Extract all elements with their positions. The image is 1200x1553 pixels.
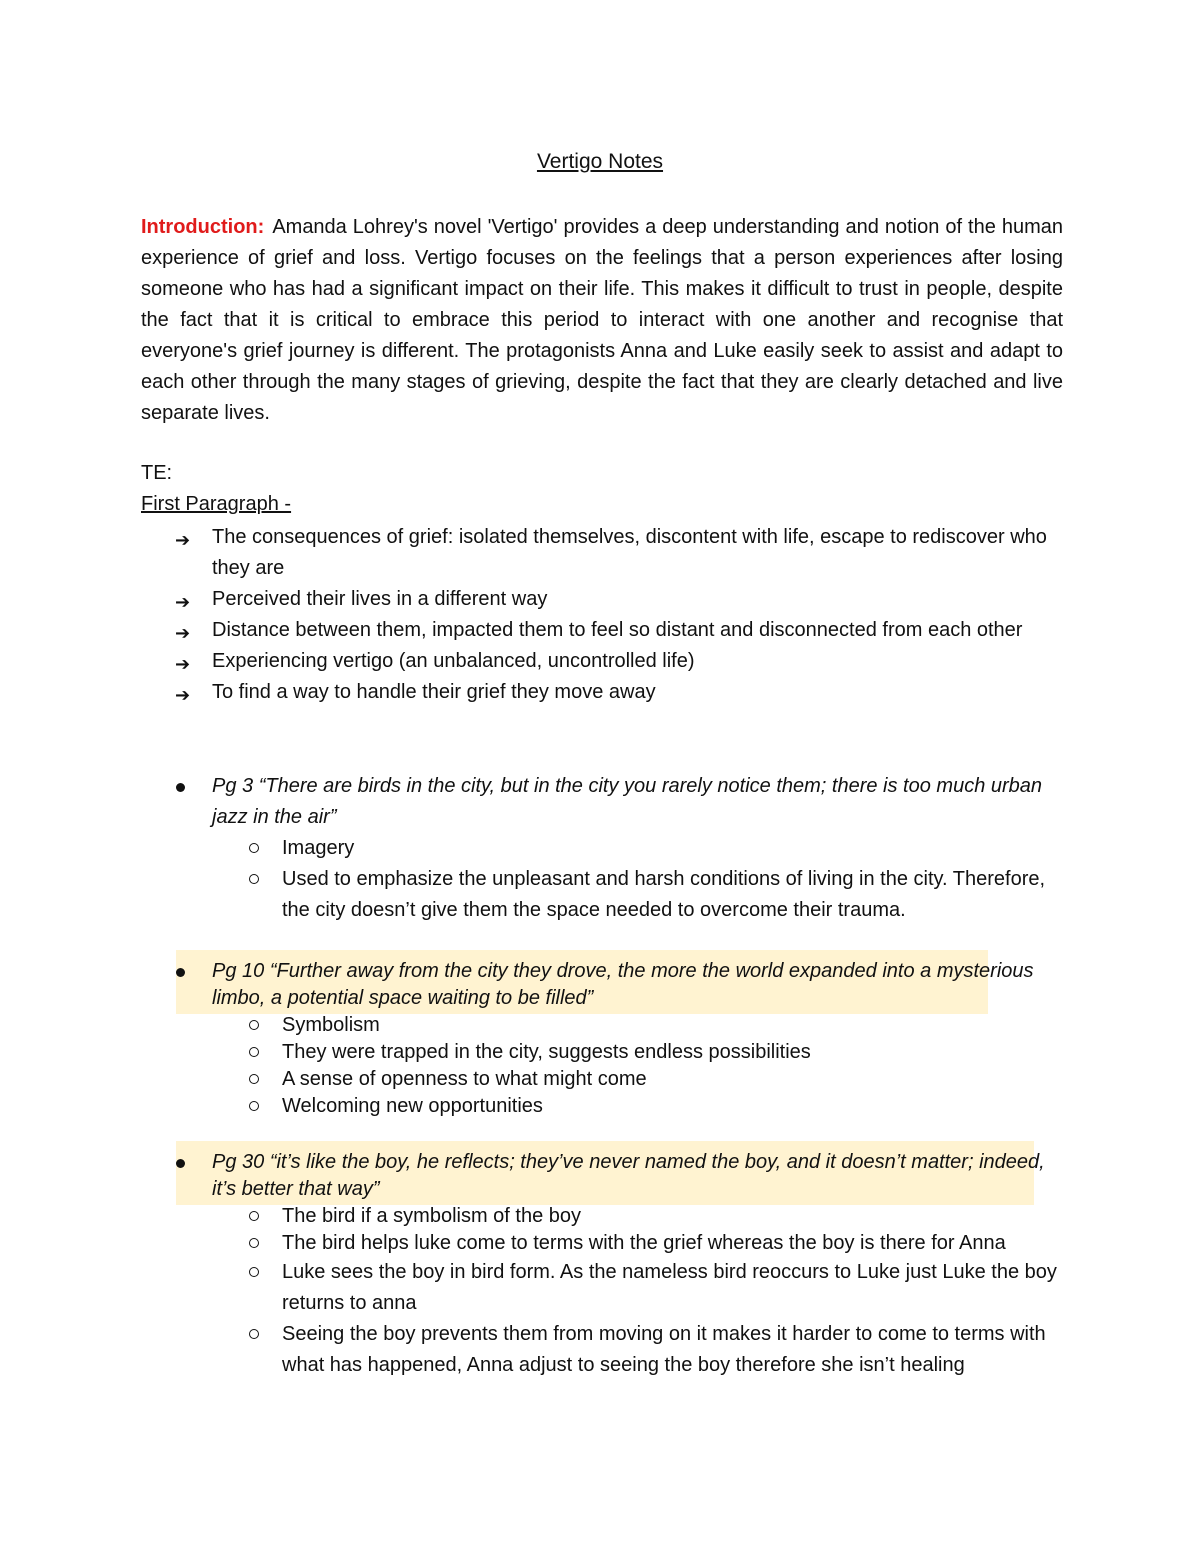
arrow-item: ➔ The consequences of grief: isolated themselves, discontent with life, escape to rediscover who they are	[175, 526, 1047, 579]
note-item: The bird helps luke come to terms with the grief whereas the boy is there for Anna	[141, 1230, 1063, 1257]
note-item: Imagery	[141, 833, 1063, 864]
note-item: The bird if a symbolism of the boy	[141, 1203, 1063, 1230]
note-item: Welcoming new opportunities	[141, 1093, 1063, 1120]
arrow-bullet-icon: ➔	[175, 654, 191, 674]
bullet-circle-icon	[249, 843, 259, 853]
note-item: They were trapped in the city, suggests endless possibilities	[141, 1039, 1063, 1066]
document-title: Vertigo Notes	[536, 150, 664, 173]
quote-section	[141, 771, 1063, 926]
quote-section	[141, 1149, 1063, 1381]
quote-section	[141, 958, 1063, 1120]
introduction-label: Introduction:	[141, 216, 265, 238]
arrow-bullet-icon: ➔	[175, 592, 191, 612]
note-item: A sense of openness to what might come	[141, 1066, 1063, 1093]
bullet-circle-icon	[249, 1329, 259, 1339]
note-item: Luke sees the boy in bird form. As the nameless bird reoccurs to Luke just Luke the boy returns to anna	[141, 1257, 1063, 1319]
arrow-item: ➔ To find a way to handle their grief they move away	[175, 681, 656, 705]
introduction-paragraph	[141, 212, 1063, 429]
note-item: Symbolism	[141, 1012, 1063, 1039]
arrow-item: ➔ Perceived their lives in a different way	[175, 588, 548, 612]
bullet-dot-icon	[176, 968, 185, 977]
quote-text: Pg 30 “it’s like the boy, he reflects; they’ve never named the boy, and it doesn’t matter; indeed, it’s better that way”	[141, 1149, 1063, 1203]
introduction-text: Amanda Lohrey's novel 'Vertigo' provides a deep understanding and notion of the human experience of grief and loss. Vertigo focuses on the feelings that a person experiences after losing someone who has had a significant impact on their life. This makes it difficult to trust in people, despite the fact that it is critical to embrace this period to interact with one another and recognise that everyone's grief journey is different. The protagonists Anna and Luke easily seek to assist and adapt to each other through the many stages of grieving, despite the fact that they are clearly detached and live separate lives.	[141, 216, 1063, 424]
arrow-bullet-icon: ➔	[175, 685, 191, 705]
arrow-bullet-icon: ➔	[175, 530, 191, 550]
quote-notes	[141, 1203, 1063, 1381]
bullet-circle-icon	[249, 1020, 259, 1030]
note-item: Used to emphasize the unpleasant and harsh conditions of living in the city. Therefore, the city doesn’t give them the space needed to overcome their trauma.	[141, 864, 1063, 926]
arrow-item: ➔ Experiencing vertigo (an unbalanced, uncontrolled life)	[175, 650, 695, 674]
quote-notes	[141, 833, 1063, 926]
arrow-item: ➔ Distance between them, impacted them to feel so distant and disconnected from each other	[175, 619, 1023, 643]
arrow-bullet-icon: ➔	[175, 623, 191, 643]
bullet-circle-icon	[249, 1267, 259, 1277]
quote-notes	[141, 1012, 1063, 1120]
note-item: Seeing the boy prevents them from moving on it makes it harder to come to terms with what has happened, Anna adjust to seeing the boy therefore she isn’t healing	[141, 1319, 1063, 1381]
bullet-dot-icon	[176, 1159, 185, 1168]
arrow-list	[141, 522, 1063, 708]
quote-text: Pg 10 “Further away from the city they drove, the more the world expanded into a mysterious limbo, a potential space waiting to be filled”	[141, 958, 1063, 1012]
bullet-dot-icon	[176, 783, 185, 792]
bullet-circle-icon	[249, 1211, 259, 1221]
quote-text: Pg 3 “There are birds in the city, but in the city you rarely notice them; there is too much urban jazz in the air”	[141, 771, 1063, 833]
bullet-circle-icon	[249, 1238, 259, 1248]
bullet-circle-icon	[249, 1074, 259, 1084]
te-label: TE:	[141, 462, 173, 484]
bullet-circle-icon	[249, 874, 259, 884]
bullet-circle-icon	[249, 1101, 259, 1111]
bullet-circle-icon	[249, 1047, 259, 1057]
first-paragraph-label: First Paragraph -	[141, 493, 292, 515]
